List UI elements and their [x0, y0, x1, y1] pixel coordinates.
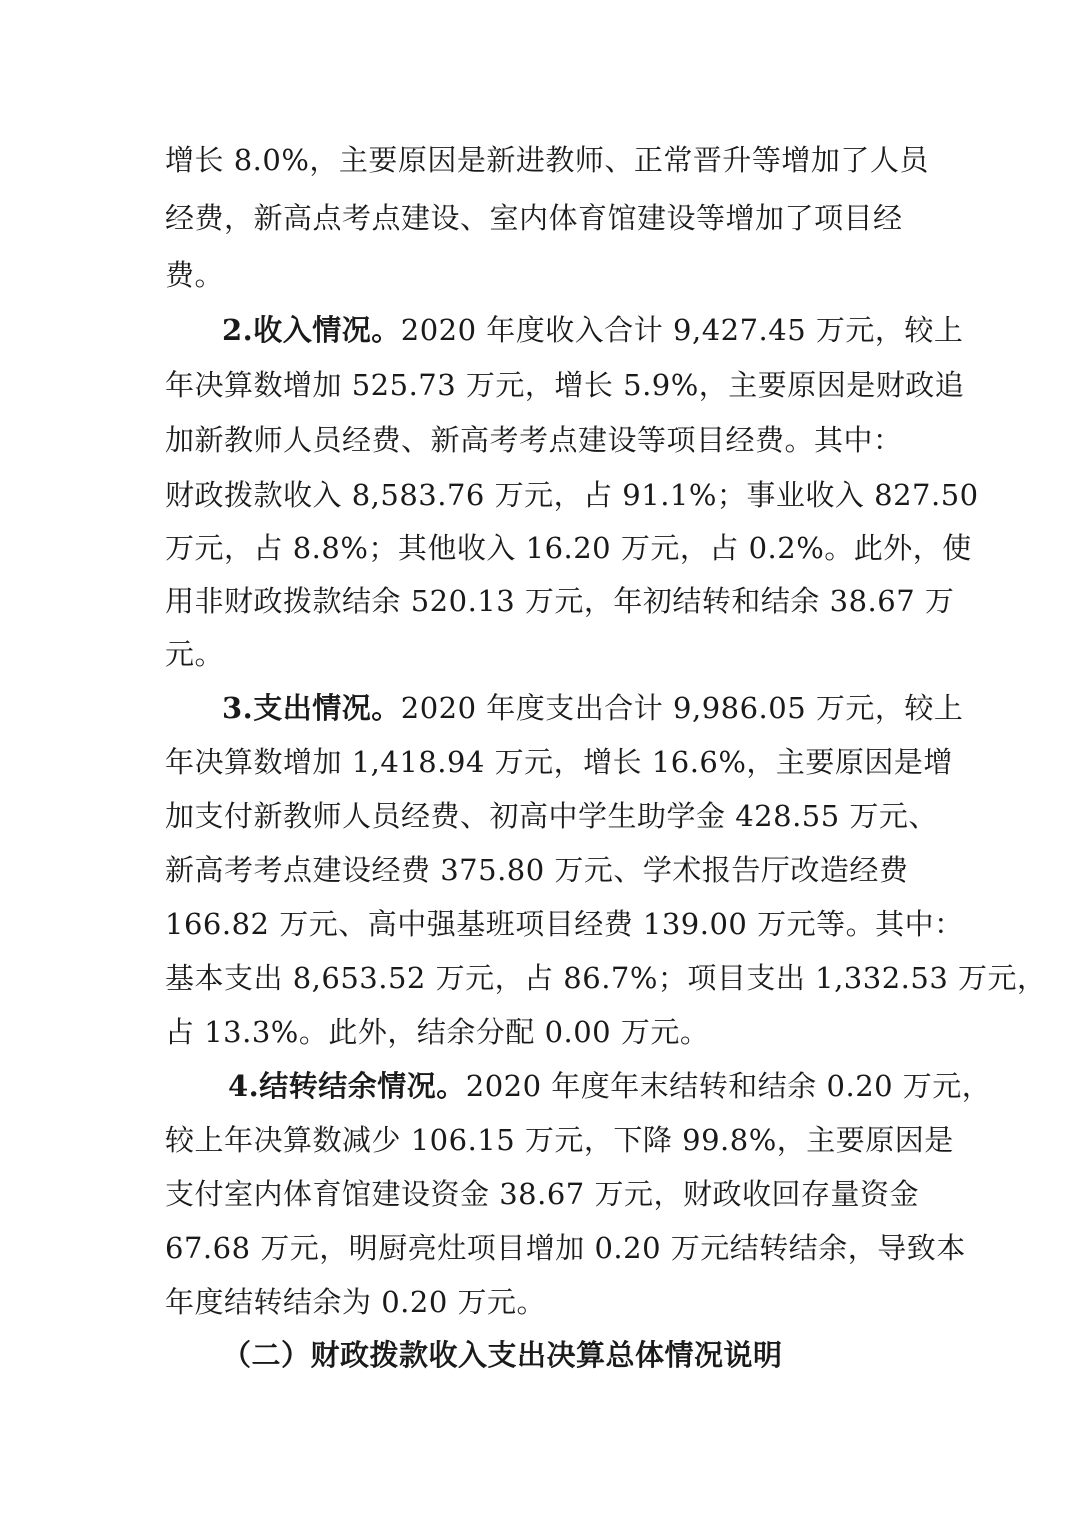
text-line: 增长 8.0%，主要原因是新进教师、正常晋升等增加了人员 [165, 143, 929, 177]
paragraph-title-carryover: 4.结转结余情况。 [228, 1069, 466, 1103]
paragraph-first-line [222, 688, 963, 728]
text-line: 支付室内体育馆建设资金 38.67 万元，财政收回存量资金 [165, 1177, 919, 1211]
text-line: 财政拨款收入 8,583.76 万元，占 91.1%；事业收入 827.50 [165, 478, 979, 512]
text-line: 年度结转结余为 0.20 万元。 [165, 1285, 547, 1319]
paragraph-first-line [222, 310, 963, 350]
text-line: 元。 [165, 637, 225, 671]
text-line: 166.82 万元、高中强基班项目经费 139.00 万元等。其中： [165, 907, 964, 941]
text-line: 用非财政拨款结余 520.13 万元，年初结转和结余 38.67 万 [165, 584, 955, 618]
section-heading: （二）财政拨款收入支出决算总体情况说明 [222, 1338, 783, 1372]
text-line: 加支付新教师人员经费、初高中学生助学金 428.55 万元、 [165, 799, 938, 833]
text-line: 较上年决算数减少 106.15 万元，下降 99.8%，主要原因是 [165, 1123, 954, 1157]
paragraph-title-expenditure: 3.支出情况。 [222, 691, 401, 725]
text-line: 费。 [165, 258, 225, 292]
text-line: 年决算数增加 1,418.94 万元，增长 16.6%，主要原因是增 [165, 745, 953, 779]
paragraph-title-income: 2.收入情况。 [222, 313, 401, 347]
text-line: 万元，占 8.8%；其他收入 16.20 万元，占 0.2%。此外，使 [165, 531, 972, 565]
text-line: 基本支出 8,653.52 万元，占 86.7%；项目支出 1,332.53 万元， [165, 961, 1047, 995]
paragraph-text: 2020 年度支出合计 9,986.05 万元，较上 [400, 691, 964, 725]
paragraph-first-line [228, 1066, 991, 1106]
text-line: 年决算数增加 525.73 万元，增长 5.9%，主要原因是财政追 [165, 368, 965, 402]
text-line: 加新教师人员经费、新高考考点建设等项目经费。其中： [165, 423, 903, 457]
paragraph-text: 2020 年度年末结转和结余 0.20 万元， [465, 1069, 992, 1103]
text-line: 67.68 万元，明厨亮灶项目增加 0.20 万元结转结余，导致本 [165, 1231, 966, 1265]
paragraph-text: 2020 年度收入合计 9,427.45 万元，较上 [400, 313, 964, 347]
text-line: 占 13.3%。此外，结余分配 0.00 万元。 [165, 1015, 710, 1049]
text-line: 新高考考点建设经费 375.80 万元、学术报告厅改造经费 [165, 853, 909, 887]
text-line: 经费，新高点考点建设、室内体育馆建设等增加了项目经 [165, 201, 903, 235]
